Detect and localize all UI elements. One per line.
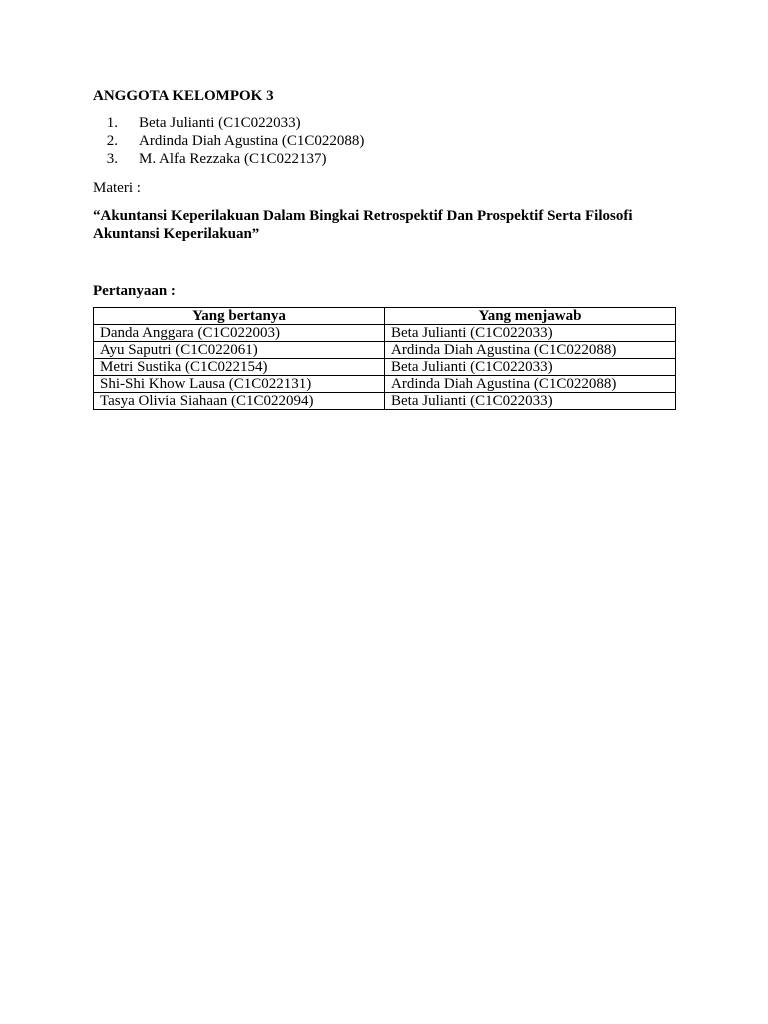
member-list xyxy=(93,114,675,168)
answerer-cell: Beta Julianti (C1C022033) xyxy=(385,393,676,410)
answerer-cell: Ardinda Diah Agustina (C1C022088) xyxy=(385,342,676,359)
table-row xyxy=(94,342,676,359)
questions-table xyxy=(93,307,676,410)
list-item xyxy=(93,150,675,168)
asker-cell: Ayu Saputri (C1C022061) xyxy=(94,342,385,359)
list-number: 1. xyxy=(106,115,118,131)
answerer-cell: Ardinda Diah Agustina (C1C022088) xyxy=(385,376,676,393)
table-header-row xyxy=(94,308,676,325)
table-row xyxy=(94,393,676,410)
list-item xyxy=(93,132,675,150)
column-header-answerer: Yang menjawab xyxy=(385,308,676,325)
asker-cell: Shi-Shi Khow Lausa (C1C022131) xyxy=(94,376,385,393)
table-row xyxy=(94,376,676,393)
document-page xyxy=(93,86,675,410)
answerer-cell: Beta Julianti (C1C022033) xyxy=(385,359,676,376)
table-row xyxy=(94,359,676,376)
list-item xyxy=(93,114,675,132)
list-number: 3. xyxy=(106,151,118,167)
asker-cell: Danda Anggara (C1C022003) xyxy=(94,325,385,342)
list-number: 2. xyxy=(106,133,118,149)
column-header-asker: Yang bertanya xyxy=(94,308,385,325)
table-row xyxy=(94,325,676,342)
asker-cell: Metri Sustika (C1C022154) xyxy=(94,359,385,376)
member-name: Beta Julianti (C1C022033) xyxy=(139,115,301,131)
member-name: M. Alfa Rezzaka (C1C022137) xyxy=(139,151,327,167)
materi-label: Materi : xyxy=(93,180,141,196)
group-title: ANGGOTA KELOMPOK 3 xyxy=(93,88,274,104)
member-name: Ardinda Diah Agustina (C1C022088) xyxy=(139,133,365,149)
questions-label: Pertanyaan : xyxy=(93,283,176,299)
answerer-cell: Beta Julianti (C1C022033) xyxy=(385,325,676,342)
asker-cell: Tasya Olivia Siahaan (C1C022094) xyxy=(94,393,385,410)
materi-title: “Akuntansi Keperilakuan Dalam Bingkai Retrospektif Dan Prospektif Serta Filosofi Akuntansi Keperilakuan” xyxy=(93,208,633,242)
